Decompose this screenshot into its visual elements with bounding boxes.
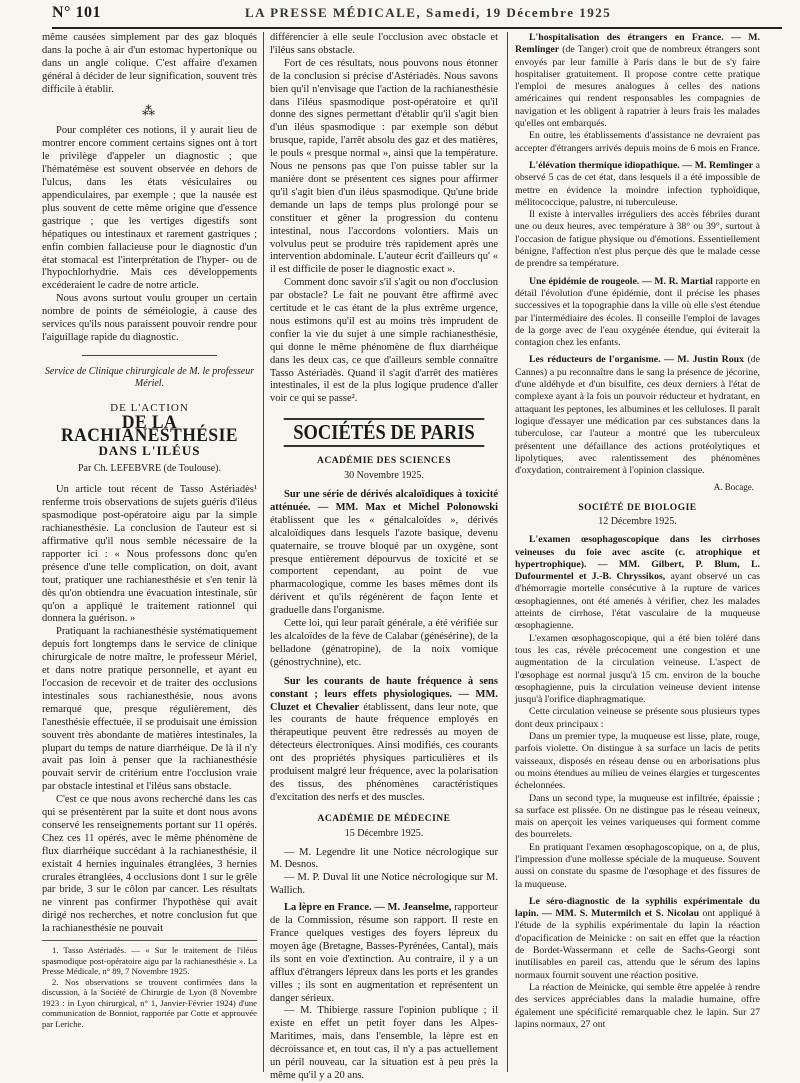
communication-title: L'hospitalisation des étrangers en France. — M. Remlinger xyxy=(515,32,760,56)
communication-text: rapporte en détail l'évolution d'une épidémie, dont il précise les phases successives et la topographie dans la ville où elle s'est étendue par l'intermédiaire des écoles. Il conseille l'emploi de lavages de la gorge avec de l'eau oxygénée étendue, qui éviterait la contagion chez les enfants. xyxy=(515,275,760,349)
communication-title: La lèpre en France. — M. Jeanselme, xyxy=(284,902,452,914)
asterism: ⁂ xyxy=(142,102,157,118)
footnote: 2. Nos observations se trouvent confirmées dans la discussion, à la Société de Chirurgie de Lyon (8 Novembre 1923 : in Lyon chirurgical, n° 1, Janvier-Février 1924) d'une communication de Bonniot, rapportée par Cotte et approuvée par Leriche. xyxy=(42,976,257,1029)
paragraph: Dans un second type, la muqueuse est infiltrée, épaissie ; sa surface est plissée. On ne distingue pas le réseau veineux, mais on aperçoit les veines variqueuses qui forment comme des bourrelets. xyxy=(515,792,760,841)
article-title: DE LA RACHIANESTHÉSIE xyxy=(61,411,238,446)
paragraph: — M. Thibierge rassure l'opinion publique ; il existe en effet un petit foyer dans les Alpes-Maritimes, mais, dans l'ensemble, la lèpre est en décroissance et, en tout cas, il n'y a pas actuellement un péril nouveau, car la situation est à peu près la même qu'il y a 20 ans. xyxy=(270,1005,498,1081)
header-rule xyxy=(52,27,782,29)
article-subtitle: DANS L'ILÉUS xyxy=(98,442,201,458)
column-middle xyxy=(270,32,498,1081)
paragraph: — M. P. Duval lit une Notice nécrologique sur M. Wallich. xyxy=(270,872,498,897)
society-heading: ACADÉMIE DES SCIENCES xyxy=(316,456,452,467)
column-divider xyxy=(507,32,508,1072)
paragraph: L'examen œsophagoscopique, qui a été bien toléré dans tous les cas, révèle précocement une congestion et une augmentation de la circulation veineuse. L'aspect de l'œsophage est normal jusqu'à 15 cm. environ de la bouche œsophagienne, puis la circulation veineuse devient intense jusqu'à l'orifice diaphragmatique. xyxy=(515,632,760,706)
paragraph: La réaction de Meinicke, qui semble être appelée à rendre des services appréciables dans la maladie humaine, offre également une spécificité remarquable chez le lapin. Sur 27 lapins normaux, 27 ont xyxy=(515,981,760,1030)
society-heading: ACADÉMIE DE MÉDECINE xyxy=(317,813,451,824)
communication-text: ont appliqué à l'étude de la syphilis expérimentale du lapin la réaction d'opacification de Meinicke : on sait en effet que la réaction de Bordet-Wassermann et celle de Sachs-Georgi sont inutilisables en pareil cas, attendu que le sérum des lapins normaux fournit souvent une réaction positive. xyxy=(515,908,761,981)
footnote: 1. Tasso Astériadès. — « Sur le traitement de l'iléus spasmodique post-opératoire aigu par la rachianesthésie ». La Presse Médicale, n° 89, 7 Novembre 1925. xyxy=(42,945,257,977)
section-title: SOCIÉTÉS DE PARIS xyxy=(284,418,485,447)
paragraph: Comment donc savoir s'il s'agit ou non d'occlusion par obstacle? Le fait ne pouvant être affirmé avec certitude et le cas étant de la plus extrême urgence, nous estimons qu'il est au moins très imprudent de confier la vie du sujet à une simple rachianesthésie, qui donne le même phénomène de flux diarrhéique dans les deux cas, ce que d'ailleurs semble connaître Tasso Astériadès. Quand il s'agit d'arrêt des matières intestinales, il est de la plus logique prudence d'aller voir ce qui se passe². xyxy=(270,277,498,405)
communication-title: Les réducteurs de l'organisme. — M. Justin Roux xyxy=(529,354,744,366)
session-date: 12 Décembre 1925. xyxy=(598,515,677,527)
paragraph: Cette circulation veineuse se présente sous plusieurs types dont deux principaux : xyxy=(515,706,760,730)
communication-text: ayant observé un cas d'hémorragie mortelle consécutive à la rupture de varices œsophagiennes, ont été amenés à vérifier, chez les malades atteints de cirrhose, l'état vasculaire de la muqueuse œsophagienne. xyxy=(515,571,760,632)
article-author: Par Ch. LEFEBVRE (de Toulouse). xyxy=(78,463,221,475)
column-left xyxy=(42,32,257,1042)
communication-text: (de Tanger) croit que de nombreux étrangers sont envoyés par leur famille à Paris dans le but de s'y faire hospitaliser gratuitement. Il propose contre cette pratique l'emploi de mesures analogues à celles des nations américaines qui rendent responsables les compagnies de navigation et les obligent à rapatrier à leurs frais les malades qu'elles ont embarqués. xyxy=(515,44,760,130)
communication-title: Le séro-diagnostic de la syphilis expérimentale du lapin. — MM. S. Mutermilch et S. Nicolau xyxy=(515,895,760,920)
paragraph: En outre, les établissements d'assistance ne devraient pas accepter d'étrangers arrivés depuis moins de 6 mois en France. xyxy=(515,130,760,154)
paragraph: C'est ce que nous avons recherché dans les cas qui se présentèrent par la suite et dont nous avons conservé les renseignements portant sur 11 opérés. Chez ces 11 opérés, avec le même phénomène de flux diarrhéique succédant à la rachianesthésie, il existait 4 hernies inguinales étranglées, 3 hernies crurales étranglées, 4 occlusions dont 1 sur le grêle par bride, 3 sur le côlon par cancer. Les résultats ne vinrent pas confirmer l'hypothèse qui avait dirigé nos recherches, et notre conclusion fut que la rachianesthésie ne pouvait xyxy=(42,794,257,935)
paragraph: Cette loi, qui leur paraît générale, a été vérifiée sur les alcaloïdes de la fève de Calabar (génésérine), de la belladone (génatropine), de la noix vomique (génostrychnine), etc. xyxy=(270,618,498,668)
paragraph: En pratiquant l'examen œsophagoscopique, on a, de plus, l'impression d'une mollesse spéciale de la muqueuse. Souvent aussi on constate du spasme de l'œsophage et des fissures de la muqueuse. xyxy=(515,841,760,890)
communication-text: rapporteur de la Commission, résume son rapport. Il reste en France quelques vestiges des foyers lépreux du moyen âge (Bretagne, Basses-Pyrénées, Cantal), mais ils sont en voie d'extinction. Au contraire, il y a un afflux d'étrangers lépreux dans les ports et les grandes villes ; ils sont en augmentation et représentent un danger sérieux. xyxy=(270,902,498,1004)
paragraph: — M. Legendre lit une Notice nécrologique sur M. Desnos. xyxy=(270,846,498,871)
session-date: 15 Décembre 1925. xyxy=(344,827,424,839)
paragraph: même causées simplement par des gaz bloqués dans la poche à air d'un estomac hypertonique ou dans un angle colique. C'est affaire d'examen général à décider de leur signification, souvent très difficile à établir. xyxy=(42,32,257,95)
column-divider xyxy=(263,32,264,1072)
communication-text: établissent, dans leur note, que les courants de haute fréquence employés en thérapeutique peuvent être redressés au moyen de détecteurs électroniques. Ainsi modifiés, ces courants ont des propriétés physiques particulières et ils produisent malgré leur fréquence, avec la polarisation des tissus, des phénomènes caractéristiques d'excitation des nerfs et des muscles. xyxy=(270,701,498,803)
session-date: 30 Novembre 1925. xyxy=(344,470,424,482)
communication-title: L'élévation thermique idiopathique. — M. Remlinger xyxy=(529,159,754,171)
communication-text: a observé 5 cas de cet état, dans lesquels il a été impossible de mettre en évidence la moindre infection typhoïdique, mélitococcique, palustre, ni tuberculeuse. xyxy=(515,159,760,208)
paragraph: Dans un premier type, la muqueuse est lisse, plate, rouge, parfois violette. On distingue à sa surface un lacis de petits vaisseaux, disposés en réseau dense ou en arborisations plus ou moins étendues au milieu de veines élargies et turgescentes échelonnées. xyxy=(515,731,760,792)
society-heading: SOCIÉTÉ DE BIOLOGIE xyxy=(578,502,697,513)
paragraph: Pour compléter ces notions, il y aurait lieu de montrer encore comment certains signes ont à tort le privilège d'appeler un diagnostic ; que l'hématémèse est souvent observée en dehors de l'ulcus, dans les états vésiculaires ou appendiculaires, par exemple ; que la nausée est plus souvent de cette même origine que d'essence gastrique ; que les vertiges digestifs sont hépatiques ou intestinaux et rarement gastriques ; enfin combien fallacieuse pour le diagnostic d'un état stomacal est l'interprétation de l'hyper- ou de l'hypochlorhydrie. Mais ces développements excéderaient le cadre de notre article. xyxy=(42,125,257,292)
signature: A. Bocage. xyxy=(713,482,754,493)
communication-title: Sur les courants de haute fréquence à sens constant ; leurs effets physiologiques. — MM. Cluzet et Chevalier xyxy=(270,675,498,713)
communication-title: Sur une série de dérivés alcaloïdiques à toxicité atténuée. — MM. Max et Michel Polonowski xyxy=(270,489,498,513)
paragraph: Pratiquant la rachianesthésie systématiquement depuis fort longtemps dans le service de clinique chirurgicale de notre maître, le professeur Mériel, et dans notre pratique personnelle, et ayant eu l'occasion de recevoir et de traiter des occlusions intestinales sous rachianesthésie, nous avons remarqué que, presque régulièrement, dès l'anesthésie effectuée, il se produisait une émission souvent très abondante de matières intestinales, la plupart du temps de nature diarrhéique. De là il n'y avait pas loin à penser que la rachianesthésie pouvait servir de critérium entre l'occlusion vraie par obstacle intestinal et l'iléus sans obstacle. xyxy=(42,626,257,793)
page-number: N° 101 xyxy=(52,4,101,21)
paragraph: différencier à elle seule l'occlusion avec obstacle et l'iléus sans obstacle. xyxy=(270,32,498,56)
paragraph: Nous avons surtout voulu grouper un certain nombre de points de séméiologie, à cause des services qu'ils nous paraissent pouvoir rendre pour l'aiguillage rapide du diagnostic. xyxy=(42,293,257,343)
paragraph: Fort de ces résultats, nous pouvons nous étonner de la conclusion si précise d'Astériadès. Nous savons bien qu'il n'envisage que l'action de la rachianesthésie dans l'iléus spasmodique post-opératoire et qu'il donne des signes permettant d'établir qu'il s'agit bien d'un iléus spasmodique : par exemple son début brusque, rapide, l'arrêt absolu des gaz et des matières, le pouls « presque normal », ainsi que la température. Nous ne pensons pas que l'on puisse tabler sur la manière dont se présentent ces signes pour affirmer qu'il s'agit bien d'un iléus spasmodique. Qu'une bride demande un laps de temps plus prolongé pour se constituer et gêner la progression du contenu intestinal, nous l'accordons volontiers. Mais un volvulus peut se produire très rapidement après une intervention abdominale. L'auteur écrit d'ailleurs qu' « il est difficile de poser le diagnostic exact ». xyxy=(270,57,498,276)
communication-title: Une épidémie de rougeole. — M. R. Martial xyxy=(529,275,713,287)
footnotes xyxy=(42,940,257,1029)
paragraph: Un article tout récent de Tasso Astériadès¹ renferme trois observations de sujets guéris d'iléus spasmodique post-opératoire aigu par la simple rachianesthésie. La conclusion de l'auteur est si affirmative qu'il nous semble nécessaire de la rapporter ici : « Nous professons donc qu'en présence d'une telle complication, on doit, avant tout, pratiquer une rachianesthésie et s'en tenir là dès qu'on obtiendra une évacuation intestinale, sûr qu'on a appliqué le traitement rationnel qui donnera la guérison. » xyxy=(42,484,257,625)
running-head: LA PRESSE MÉDICALE, Samedi, 19 Décembre 1925 xyxy=(245,5,612,20)
column-right xyxy=(515,32,760,1072)
communication-text: (de Cannes) a pu reconnaître dans le sang la présence de jécorine, d'une aldéhyde et d'un bisulfite, ces deux derniers à l'état de complexe ayant à la fois un pouvoir réducteur et hydratant, en attaquant les peptones, les albumines et les celluloses. Il paraît logique d'essayer une médication par ces substances dans la tuberculose, car l'auteur a montré que les tuberculeux présentent une défaillance des actions protéolytiques et lipolytiques, avec ralentissement des phénomènes d'oxydation, contrairement à l'opinion classique. xyxy=(515,354,760,477)
communication-title: L'examen œsophagoscopique dans les cirrhoses veineuses du foie avec ascite (c. atrophique et hypertrophique). — MM. Gilbert, P. Blum, L. Dufourmentel et J.-B. Chryssikos, xyxy=(515,534,760,583)
article-pretitle: DE L'ACTION xyxy=(110,401,189,414)
section-rule xyxy=(82,355,217,356)
service-line: Service de Clinique chirurgicale de M. le professeur Mériel. xyxy=(44,365,255,389)
communication-text: établissent que les « génalcaloïdes », dérivés alcaloïdiques dans lesquels l'azote basique, devenu quaternaire, se trouve bloqué par un oxygène, sont presque entièrement dépourvus de toxicité et se comportent cependant, au point de vue pharmacologique, comme les bases mêmes dont ils dérivent et qu'ils régénèrent de façon lente et graduelle dans l'organisme. xyxy=(270,514,498,617)
paragraph: Il existe à intervalles irréguliers des accès fébriles durant une ou deux heures, avec température à 38° ou 39°, surtout à l'occasion de fatigue physique ou d'émotions. Essentiellement bénigne, l'affection n'est plus perçue dès que le malade cesse de prendre sa température. xyxy=(515,209,760,270)
